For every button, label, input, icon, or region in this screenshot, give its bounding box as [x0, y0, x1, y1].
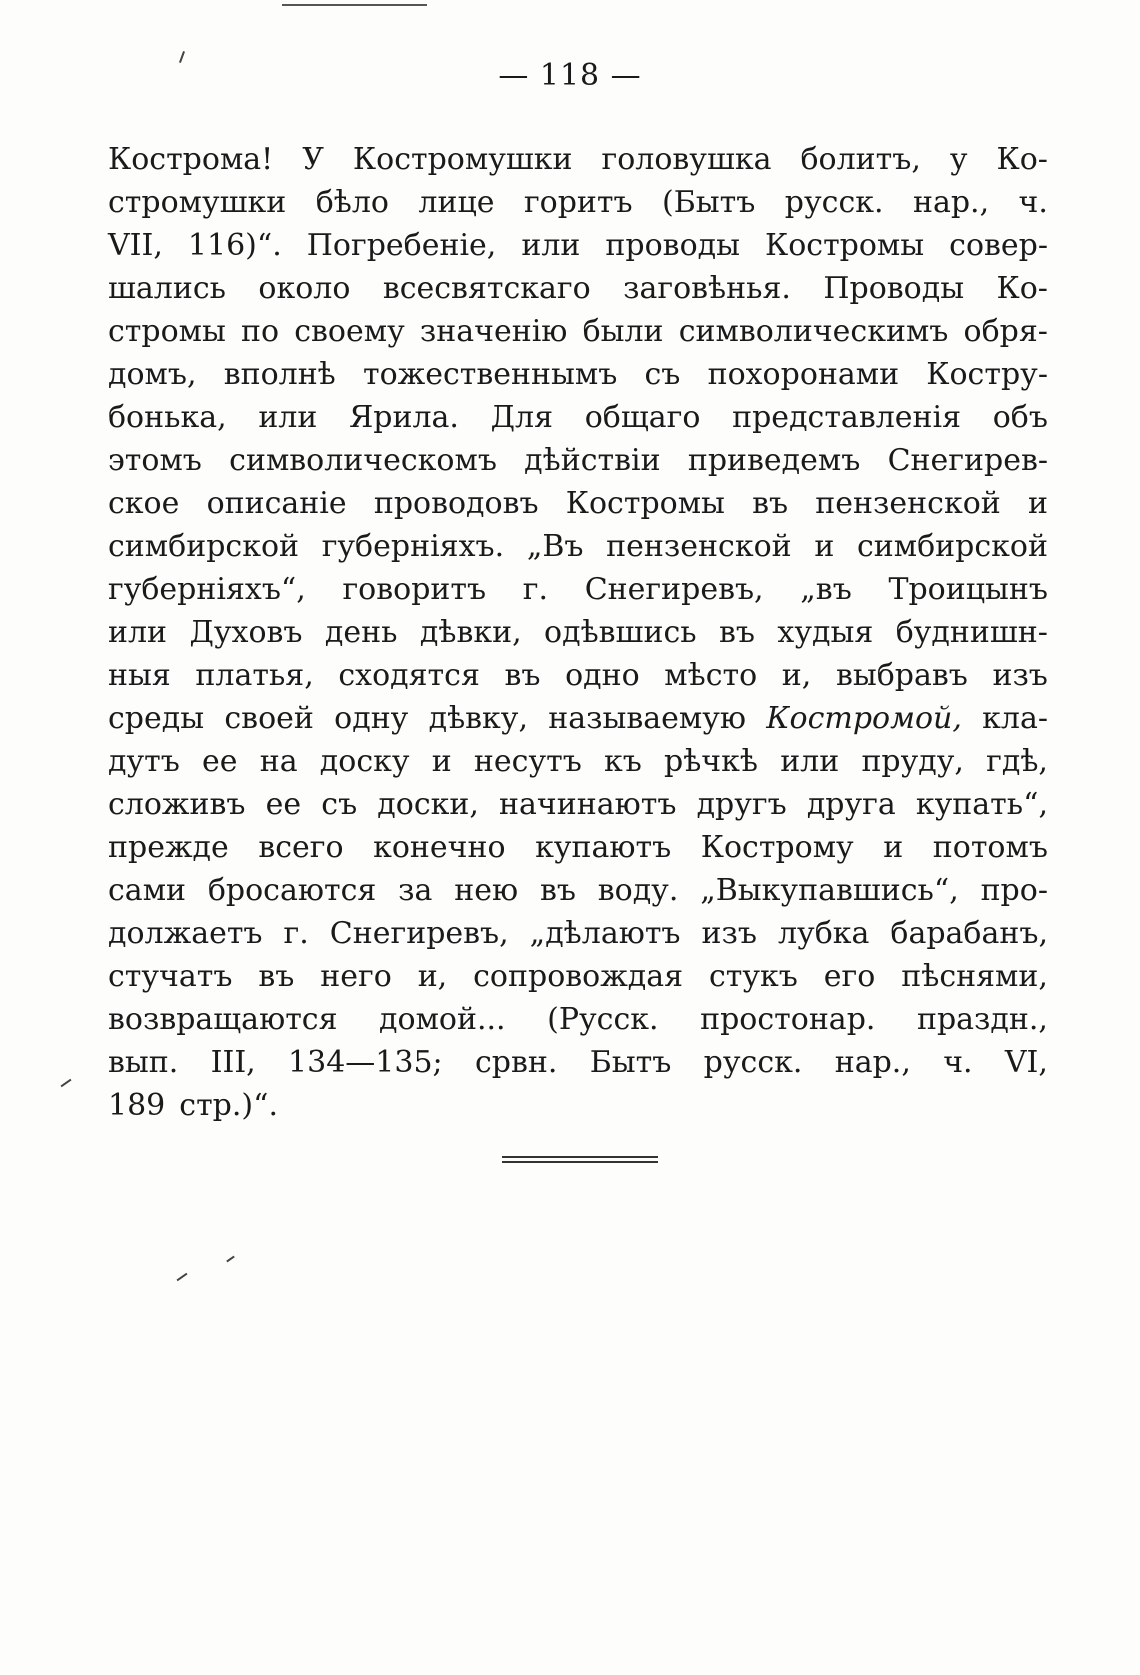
text-line: симбирской губерніяхъ. „Въ пензенской и симбирской [108, 529, 1048, 564]
text-line: или Духовъ день дѣвки, одѣвшись въ худыя буднишн- [108, 615, 1048, 650]
text-line: сложивъ ее съ доски, начинаютъ другъ друга купать“, [108, 787, 1048, 822]
text-line: стромушки бѣло лице горитъ (Бытъ русск. нар., ч. [108, 185, 1048, 220]
body-text [108, 138, 1048, 1127]
ink-speck [226, 1256, 235, 1263]
ink-speck [61, 1079, 72, 1088]
text-line: возвращаются домой... (Русск. простонар. праздн., [108, 1002, 1048, 1037]
text-line: ныя платья, сходятся въ одно мѣсто и, выбравъ изъ [108, 658, 1048, 693]
text-line: ское описаніе проводовъ Костромы въ пензенской и [108, 486, 1048, 521]
text-line: должаетъ г. Снегиревъ, „дѣлаютъ изъ лубка барабанъ, [108, 916, 1048, 951]
text-line: среды своей одну дѣвку, называемую Костромой, кла- [108, 701, 1048, 736]
text-line: стучатъ въ него и, сопровождая стукъ его пѣснями, [108, 959, 1048, 994]
text-line: вып. III, 134—135; срвн. Бытъ русск. нар., ч. VI, [108, 1045, 1048, 1080]
text-line: прежде всего конечно купаютъ Кострому и потомъ [108, 830, 1048, 865]
text-line: бонька, или Ярила. Для общаго представленія объ [108, 400, 1048, 435]
text-line: домъ, вполнѣ тожественнымъ съ похоронами Костру- [108, 357, 1048, 392]
text-line: VII, 116)“. Погребеніе, или проводы Костромы совер- [108, 228, 1048, 263]
ink-speck [177, 1273, 188, 1282]
text-line: сами бросаются за нею въ воду. „Выкупавшись“, про- [108, 873, 1048, 908]
text-line: 189 стр.)“. [108, 1088, 278, 1123]
end-rule [502, 1156, 658, 1164]
top-rule [282, 4, 427, 6]
text-line: дутъ ее на доску и несутъ къ рѣчкѣ или пруду, гдѣ, [108, 744, 1048, 779]
text-line: этомъ символическомъ дѣйствіи приведемъ Снегирев- [108, 443, 1048, 478]
page-number: — 118 — [498, 58, 642, 93]
text-line: Кострома! У Костромушки головушка болитъ, у Ко- [108, 142, 1048, 177]
text-line: губерніяхъ“, говоритъ г. Снегиревъ, „въ Троицынъ [108, 572, 1048, 607]
text-line: шались около всесвятскаго заговѣнья. Проводы Ко- [108, 271, 1048, 306]
text-line: стромы по своему значенію были символическимъ обря- [108, 314, 1048, 349]
